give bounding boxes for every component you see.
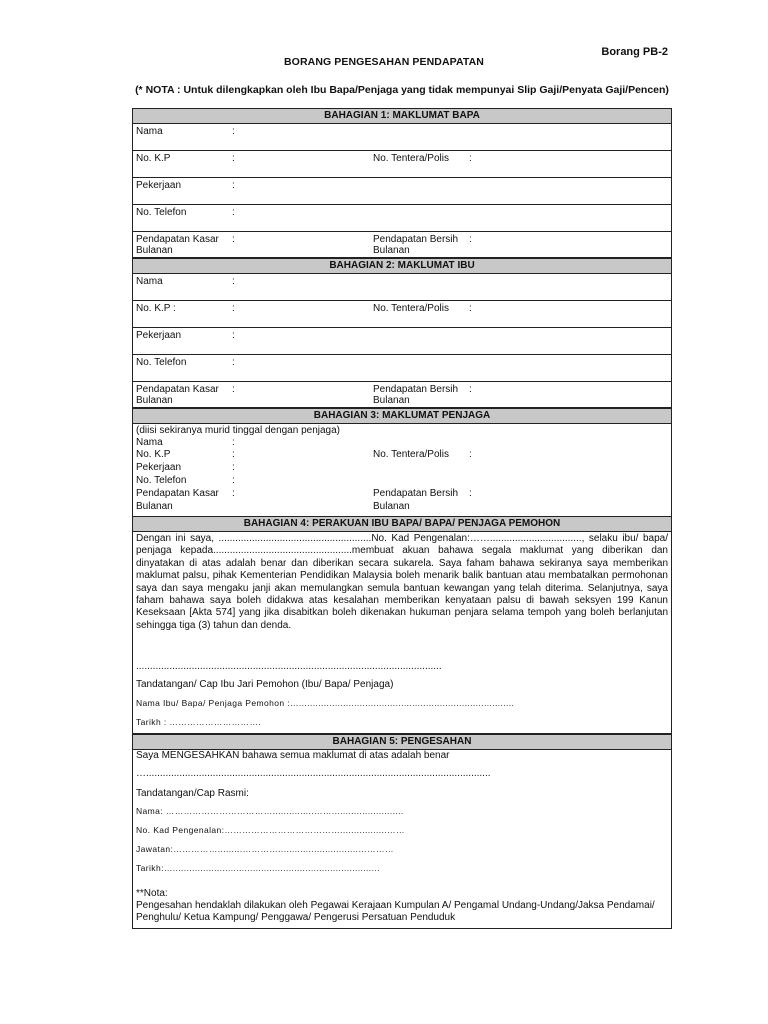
nota-text: Pengesahan hendaklah dilakukan oleh Pegawai Kerajaan Kumpulan A/ Pengamal Undang-Undang/Jaksa Pendamai/ Penghulu/ Ketua Kampung/ Penggawa/ Pengerusi Persatuan Penduduk: [136, 900, 655, 923]
nota-title: **Nota:: [136, 888, 168, 899]
document-title: BORANG PENGESAHAN PENDAPATAN: [284, 56, 484, 68]
penjaga-block[interactable]: [133, 424, 671, 517]
colon: :: [232, 449, 235, 460]
label-pendapatan-bersih: Pendapatan Bersih: [373, 234, 459, 245]
label-pendapatan-bersih: Pendapatan Bersih: [373, 488, 459, 499]
ibu-telefon-row[interactable]: [133, 355, 671, 382]
label-pendapatan-bersih: Pendapatan Bersih: [373, 384, 459, 395]
colon: :: [469, 449, 472, 460]
declaration-block[interactable]: [133, 532, 671, 734]
bapa-nama-row[interactable]: [133, 124, 671, 151]
colon: :: [232, 475, 235, 486]
ibu-kp-row[interactable]: [133, 301, 671, 328]
label-no-kp: No. K.P: [136, 153, 171, 164]
ibu-nama-row[interactable]: [133, 274, 671, 301]
colon: :: [469, 303, 472, 314]
colon: :: [469, 234, 472, 245]
colon: :: [232, 234, 235, 245]
label-no-tentera: No. Tentera/Polis: [373, 449, 449, 460]
colon: :: [232, 207, 235, 218]
label-no-kp: No. K.P :: [136, 303, 176, 314]
label-pendapatan-kasar: Pendapatan Kasar: [136, 234, 219, 245]
declaration-date-line[interactable]: Tarikh : ………………………….: [136, 717, 262, 727]
colon: :: [469, 384, 472, 395]
colon: :: [232, 153, 235, 164]
label-no-tentera: No. Tentera/Polis: [373, 153, 449, 164]
verification-block[interactable]: [133, 750, 671, 928]
official-name-line[interactable]: Nama: ………………………………...............……..........................: [136, 806, 404, 816]
label-pekerjaan: Pekerjaan: [136, 330, 182, 341]
label-nama: Nama: [136, 437, 163, 448]
colon: :: [469, 153, 472, 164]
colon: :: [232, 462, 235, 473]
colon: :: [232, 384, 235, 395]
declaration-text: Dengan ini saya, .......................................................No. Kad Pengenalan:……................................., selaku ibu/ bapa/ penjaga kepada..................................................membuat akuan bahawa segala maklumat yang diberikan dan dinyatakan di atas adalah benar dan diberikan secara sukarela. Saya faham bahawa sekiranya saya memberikan maklumat palsu, pihak Kementerian Pendidikan Malaysia boleh menarik balik bantuan atau membatalkan permohonan saya dan saya mengaku janji akan memulangkan semula bantuan kewangan yang telah diterima. Selanjutnya, saya faham bahawa saya boleh didakwa atas kesalahan memberikan kenyataan palsu di bawah seksyen 199 Kanun Keseksaan [Akta 574] yang jika disabitkan boleh dikenakan hukuman penjara selama tempoh yang boleh berlanjutan sehingga tiga (3) tahun dan denda.: [136, 533, 668, 631]
label-bulanan: Bulanan: [373, 395, 410, 406]
label-pekerjaan: Pekerjaan: [136, 180, 182, 191]
bapa-kp-row[interactable]: [133, 151, 671, 178]
bapa-pekerjaan-row[interactable]: [133, 178, 671, 205]
official-date-line[interactable]: Tarikh:…...........................................................................: [136, 863, 380, 873]
official-signature-line[interactable]: …............................................................................................................................: [136, 768, 491, 779]
section-5-header: BAHAGIAN 5: PENGESAHAN: [133, 734, 671, 750]
label-bulanan: Bulanan: [136, 501, 173, 512]
label-bulanan: Bulanan: [136, 245, 173, 256]
official-signature-label: Tandatangan/Cap Rasmi:: [136, 788, 249, 799]
label-pendapatan-kasar: Pendapatan Kasar: [136, 488, 219, 499]
label-no-tentera: No. Tentera/Polis: [373, 303, 449, 314]
label-nama: Nama: [136, 126, 163, 137]
label-no-telefon: No. Telefon: [136, 207, 187, 218]
colon: :: [232, 126, 235, 137]
label-no-kp: No. K.P: [136, 449, 171, 460]
section-4-header: BAHAGIAN 4: PERAKUAN IBU BAPA/ BAPA/ PENJAGA PEMOHON: [133, 517, 671, 532]
verification-statement: Saya MENGESAHKAN bahawa semua maklumat di atas adalah benar: [136, 750, 450, 761]
colon: :: [232, 357, 235, 368]
label-bulanan: Bulanan: [373, 245, 410, 256]
colon: :: [232, 437, 235, 448]
form-note: (* NOTA : Untuk dilengkapkan oleh Ibu Bapa/Penjaga yang tidak mempunyai Slip Gaji/Penyata Gaji/Pencen): [135, 84, 669, 96]
label-bulanan: Bulanan: [136, 395, 173, 406]
label-bulanan: Bulanan: [373, 501, 410, 512]
form-reference: Borang PB-2: [601, 46, 668, 58]
colon: :: [232, 488, 235, 499]
colon: :: [232, 180, 235, 191]
income-verification-form: [132, 108, 672, 929]
section-2-header: BAHAGIAN 2: MAKLUMAT IBU: [133, 258, 671, 274]
label-pendapatan-kasar: Pendapatan Kasar: [136, 384, 219, 395]
official-ic-line[interactable]: No. Kad Pengenalan:………………………………….................……: [136, 825, 405, 835]
label-nama: Nama: [136, 276, 163, 287]
section-1-header: BAHAGIAN 1: MAKLUMAT BAPA: [133, 109, 671, 124]
label-pekerjaan: Pekerjaan: [136, 462, 182, 473]
bapa-pendapatan-row[interactable]: [133, 232, 671, 258]
applicant-name-line[interactable]: Nama Ibu/ Bapa/ Penjaga Pemohon :…..............................................................................: [136, 698, 515, 708]
colon: :: [232, 330, 235, 341]
colon: :: [232, 303, 235, 314]
colon: :: [232, 276, 235, 287]
signature-line[interactable]: ..............................................................................................................: [136, 661, 442, 672]
official-position-line[interactable]: Jawatan:…………….........………….............................…………: [136, 844, 394, 854]
ibu-pekerjaan-row[interactable]: [133, 328, 671, 355]
ibu-pendapatan-row[interactable]: [133, 382, 671, 408]
label-no-telefon: No. Telefon: [136, 475, 187, 486]
bapa-telefon-row[interactable]: [133, 205, 671, 232]
signature-label: Tandatangan/ Cap Ibu Jari Pemohon (Ibu/ Bapa/ Penjaga): [136, 679, 394, 690]
penjaga-note: (diisi sekiranya murid tinggal dengan penjaga): [136, 425, 341, 436]
label-no-telefon: No. Telefon: [136, 357, 187, 368]
colon: :: [469, 488, 472, 499]
section-3-header: BAHAGIAN 3: MAKLUMAT PENJAGA: [133, 408, 671, 424]
